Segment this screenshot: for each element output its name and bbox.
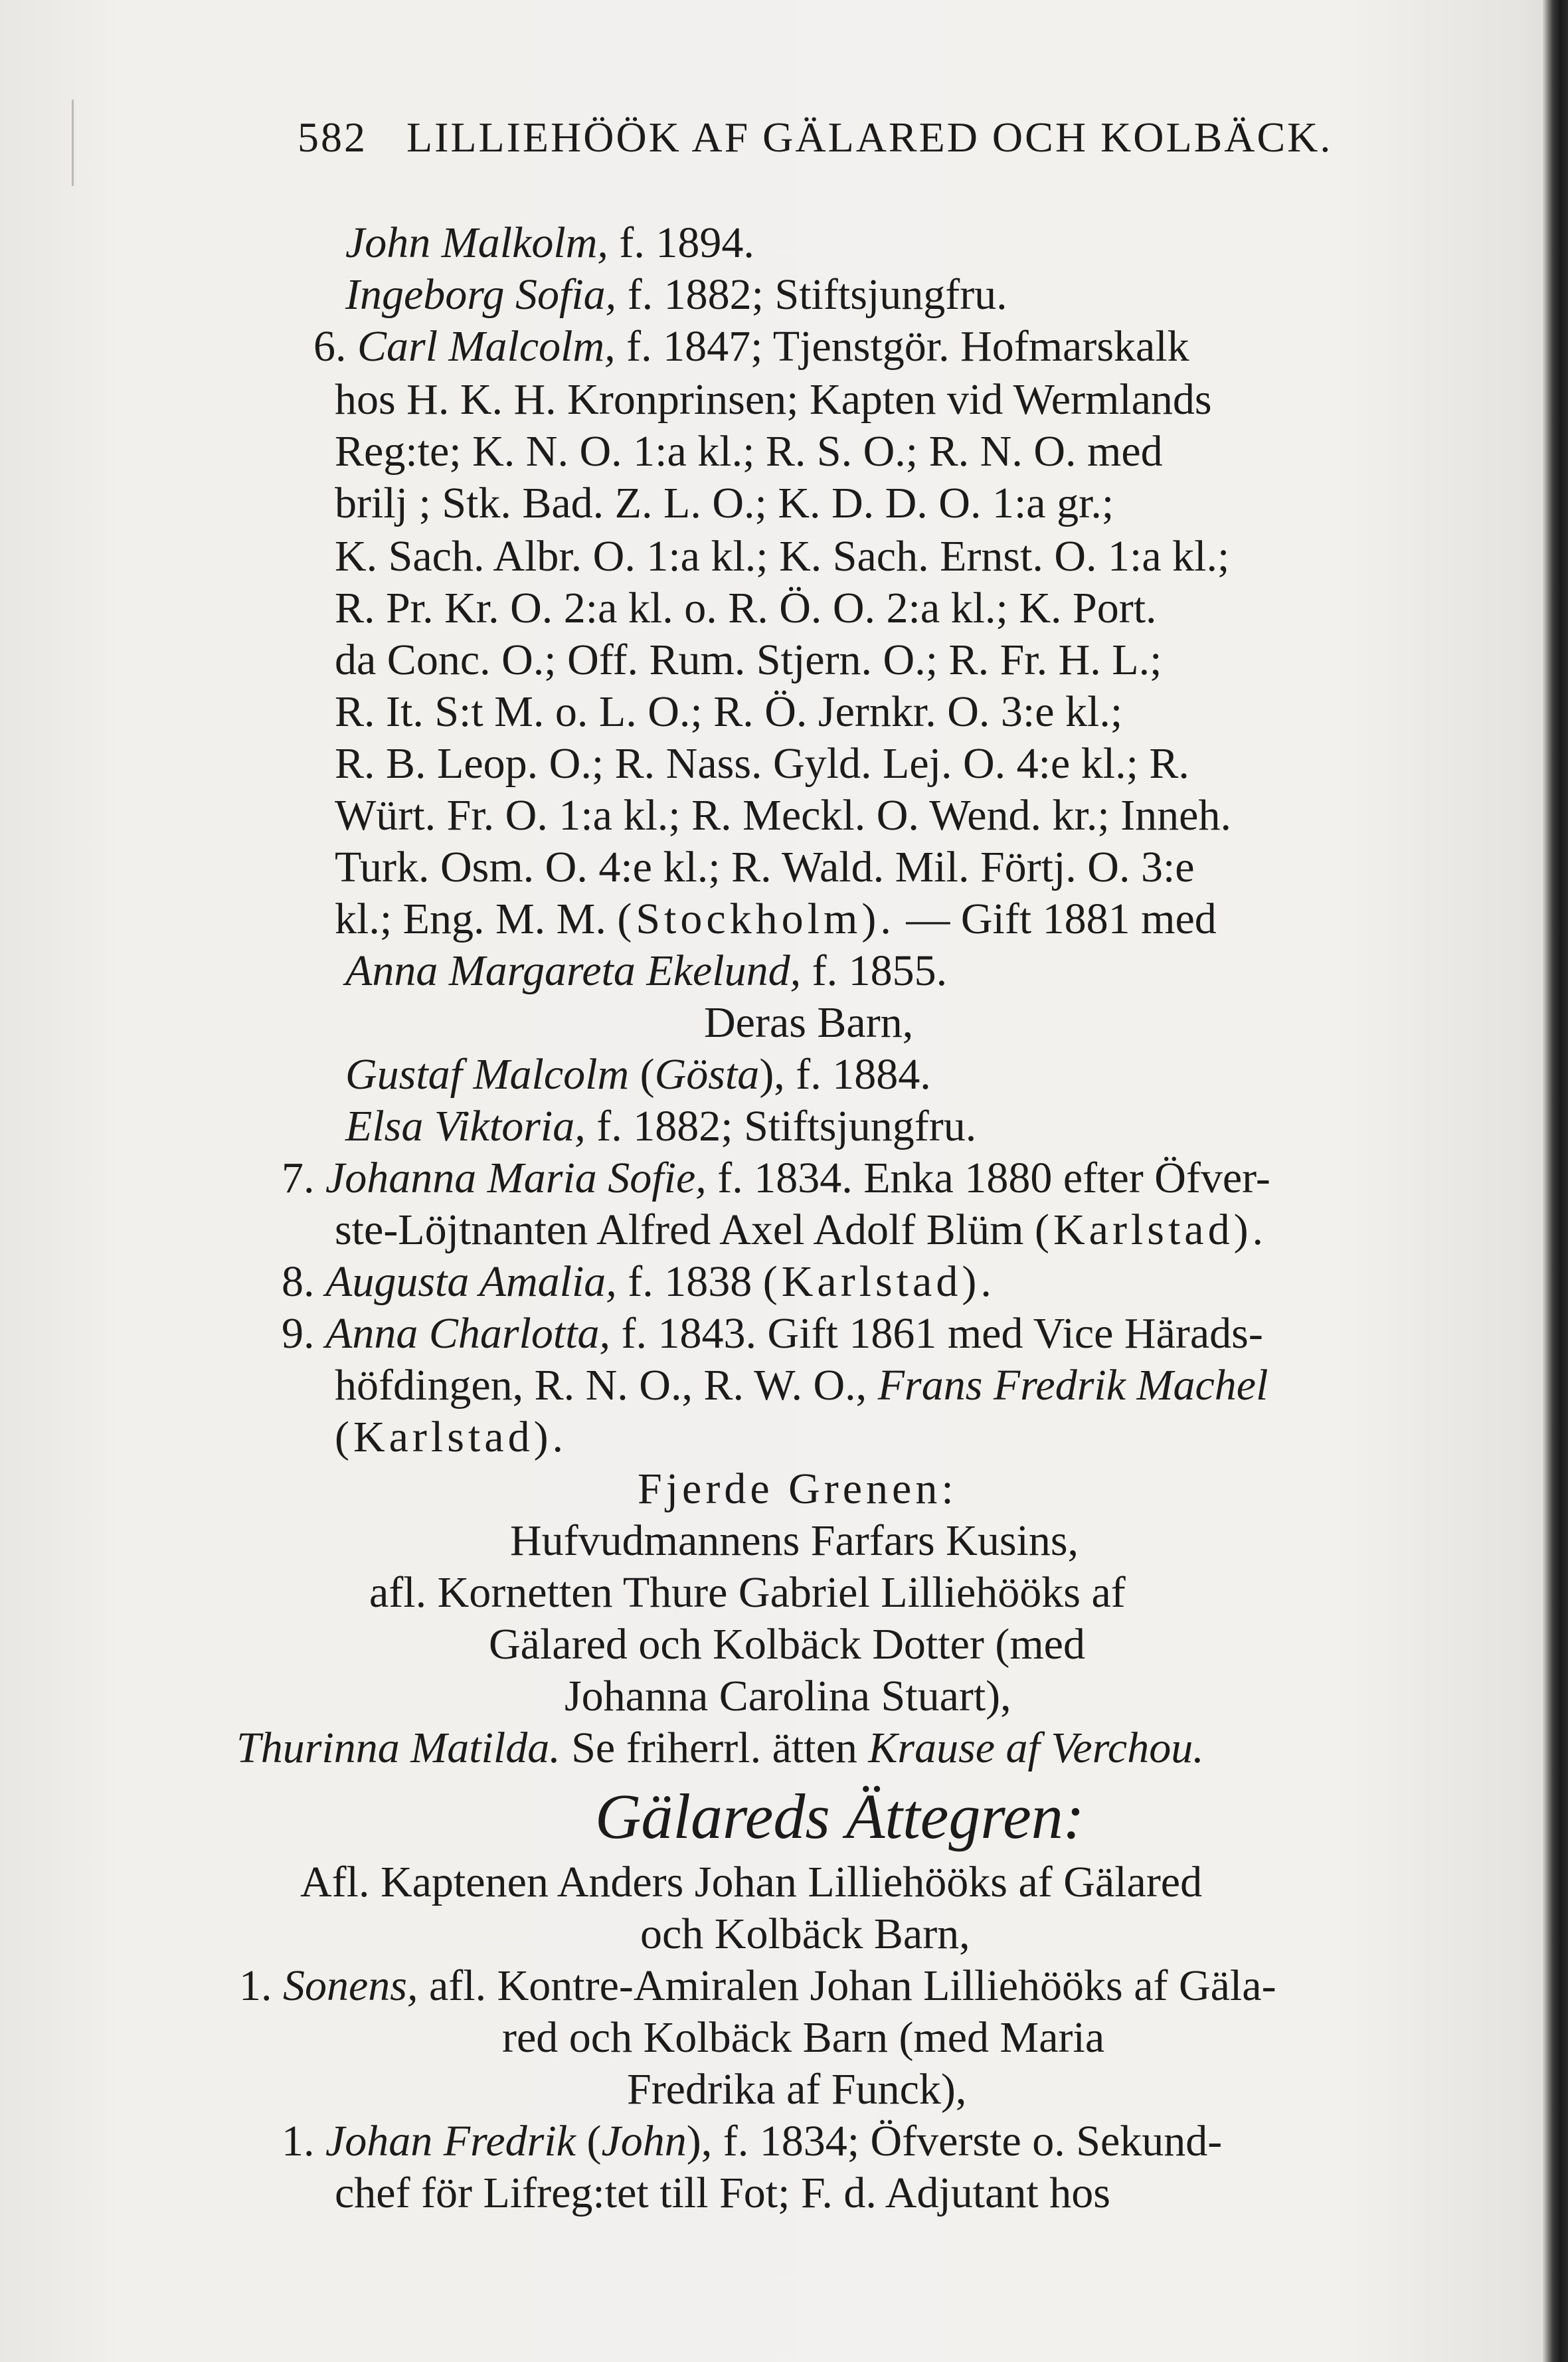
text-line: [335, 844, 1195, 891]
text-run: Würt. Fr. O. 1:a kl.; R. Meckl. O. Wend. kr.; Inneh.: [335, 791, 1231, 840]
text-line: [345, 1103, 976, 1150]
text-run: K. Sach. Albr. O. 1:a kl.; K. Sach. Ernst. O. 1:a kl.;: [335, 532, 1230, 581]
text-run: ), f. 1834; Öfverste o. Sekund-: [686, 2117, 1223, 2165]
text-line: [335, 533, 1229, 581]
text-line: [345, 219, 754, 267]
text-line: [345, 947, 947, 995]
text-run: Turk. Osm. O. 4:e kl.; R. Wald. Mil. Förtj. O. 3:e: [335, 843, 1195, 891]
text-line: [335, 740, 1189, 788]
text-line: [335, 376, 1212, 424]
text-run: 7.: [282, 1154, 325, 1202]
text-run: f. 1838: [616, 1257, 763, 1306]
text-run: 1.: [239, 1961, 283, 2010]
italic-run: Gälareds Ättegren:: [595, 1781, 1085, 1852]
spaced-run: (Karlstad).: [1035, 1206, 1268, 1254]
text-line: [335, 1413, 567, 1461]
text-run: — Gift 1881 med: [895, 895, 1217, 943]
page-fold-mark: [72, 100, 74, 186]
text-line: [282, 1310, 1263, 1358]
text-run: 1.: [282, 2117, 325, 2165]
italic-run: Johan Fredrik: [325, 2117, 576, 2165]
text-run: Fredrika af Funck),: [627, 2065, 967, 2114]
text-line: [335, 636, 1162, 684]
italic-run: Krause af Verchou.: [868, 1724, 1204, 1772]
italic-run: Sonens,: [283, 1961, 418, 2010]
text-run: R. B. Leop. O.; R. Nass. Gyld. Lej. O. 4:e kl.; R.: [335, 739, 1189, 788]
italic-run: Elsa Viktoria,: [345, 1102, 586, 1150]
text-line: [313, 323, 1189, 371]
text-run: Se friherrl. ätten: [560, 1724, 869, 1772]
italic-run: Anna Margareta Ekelund,: [345, 947, 802, 995]
text-run: f. 1847; Tjenstgör. Hofmarskalk: [615, 322, 1189, 371]
text-run: chef för Lifreg:tet till Fot; F. d. Adjutant hos: [335, 2169, 1110, 2217]
text-line: [335, 2169, 1110, 2217]
text-line: [335, 1206, 1267, 1254]
text-line: [704, 999, 913, 1047]
spaced-run: Fjerde Grenen:: [638, 1465, 958, 1513]
book-edge: [1543, 0, 1568, 2362]
text-run: (: [629, 1050, 655, 1099]
spaced-run: (Karlstad).: [335, 1413, 568, 1461]
text-run: Johanna Carolina Stuart),: [565, 1672, 1011, 1720]
italic-run: Augusta Amalia,: [325, 1257, 617, 1306]
text-run: kl.; Eng. M. M.: [335, 895, 618, 943]
text-line: [335, 428, 1163, 476]
italic-run: Anna Charlotta,: [325, 1309, 611, 1358]
text-run: f. 1843. Gift 1861 med Vice Härads-: [610, 1309, 1263, 1358]
text-run: afl. Kornetten Thure Gabriel Lilliehööks af: [369, 1568, 1126, 1617]
text-line: [565, 1673, 1011, 1720]
text-line: [489, 1621, 1085, 1669]
text-line: [335, 688, 1122, 736]
spaced-run: (Stockholm).: [617, 895, 895, 943]
section-heading: [595, 1780, 1085, 1853]
text-run: R. Pr. Kr. O. 2:a kl. o. R. Ö. O. 2:a kl.; K. Port.: [335, 584, 1157, 632]
text-line: [638, 1465, 958, 1513]
text-line: [239, 1962, 1276, 2010]
italic-run: Johanna Maria Sofie,: [325, 1154, 707, 1202]
text-run: ste-Löjtnanten Alfred Axel Adolf Blüm: [335, 1206, 1035, 1254]
italic-run: Gustaf Malcolm: [345, 1050, 630, 1099]
text-run: (: [575, 2117, 602, 2165]
text-line: [335, 585, 1157, 632]
text-run: f. 1834. Enka 1880 efter Öfver-: [706, 1154, 1270, 1202]
text-run: ), f. 1884.: [759, 1050, 931, 1099]
text-line: [335, 1362, 1268, 1409]
text-run: afl. Kontre-Amiralen Johan Lilliehööks af Gäla-: [418, 1961, 1276, 2010]
text-run: Gälared och Kolbäck Dotter (med: [489, 1620, 1085, 1669]
running-header: [298, 113, 1493, 179]
text-run: f. 1855.: [801, 947, 948, 995]
text-run: Afl. Kaptenen Anders Johan Lilliehööks af Gälared: [300, 1858, 1203, 1906]
text-run: red och Kolbäck Barn (med Maria: [502, 2013, 1105, 2062]
text-line: [345, 271, 1007, 319]
text-run: hos H. K. H. Kronprinsen; Kapten vid Wermlands: [335, 375, 1212, 424]
text-run: Deras Barn,: [704, 998, 914, 1047]
text-line: [369, 1569, 1126, 1617]
italic-run: Thurinna Matilda.: [236, 1724, 561, 1772]
text-line: [335, 895, 1217, 943]
page-number: 582: [298, 114, 367, 161]
text-run: f. 1882; Stiftsjungfru.: [585, 1102, 977, 1150]
italic-run: John: [601, 2117, 687, 2165]
text-run: 6.: [313, 322, 357, 371]
text-run: f. 1882; Stiftsjungfru.: [616, 270, 1007, 319]
text-run: Reg:te; K. N. O. 1:a kl.; R. S. O.; R. N. O. med: [335, 427, 1163, 476]
text-line: [335, 792, 1231, 840]
text-run: Hufvudmannens Farfars Kusins,: [510, 1516, 1079, 1565]
text-line: [300, 1859, 1202, 1906]
text-run: och Kolbäck Barn,: [640, 1910, 970, 1958]
text-run: 9.: [282, 1309, 325, 1358]
running-title: LILLIEHÖÖK AF GÄLARED OCH KOLBÄCK.: [406, 114, 1333, 161]
spaced-run: (Karlstad).: [762, 1257, 996, 1306]
italic-run: Ingeborg Sofia,: [345, 270, 617, 319]
text-line: [345, 1051, 931, 1099]
text-run: brilj ; Stk. Bad. Z. L. O.; K. D. D. O. 1:a gr.;: [335, 479, 1114, 527]
text-run: da Conc. O.; Off. Rum. Stjern. O.; R. Fr. H. L.;: [335, 636, 1162, 684]
text-run: 8.: [282, 1257, 325, 1306]
italic-run: Gösta: [654, 1050, 760, 1099]
text-line: [627, 2066, 966, 2114]
text-line: [282, 1258, 996, 1306]
italic-run: John Malkolm,: [345, 219, 608, 267]
italic-run: Frans Fredrik Machel: [877, 1361, 1268, 1409]
text-line: [510, 1517, 1079, 1565]
text-line: [282, 1154, 1270, 1202]
text-run: höfdingen, R. N. O., R. W. O.,: [335, 1361, 878, 1409]
text-line: [282, 2118, 1222, 2165]
text-line: [335, 480, 1114, 527]
text-run: f. 1894.: [608, 219, 754, 267]
text-line: [502, 2014, 1104, 2062]
italic-run: Carl Malcolm,: [357, 322, 616, 371]
text-line: [640, 1910, 970, 1958]
text-run: R. It. S:t M. o. L. O.; R. Ö. Jernkr. O. 3:e kl.;: [335, 687, 1123, 736]
text-line: [236, 1724, 1204, 1772]
